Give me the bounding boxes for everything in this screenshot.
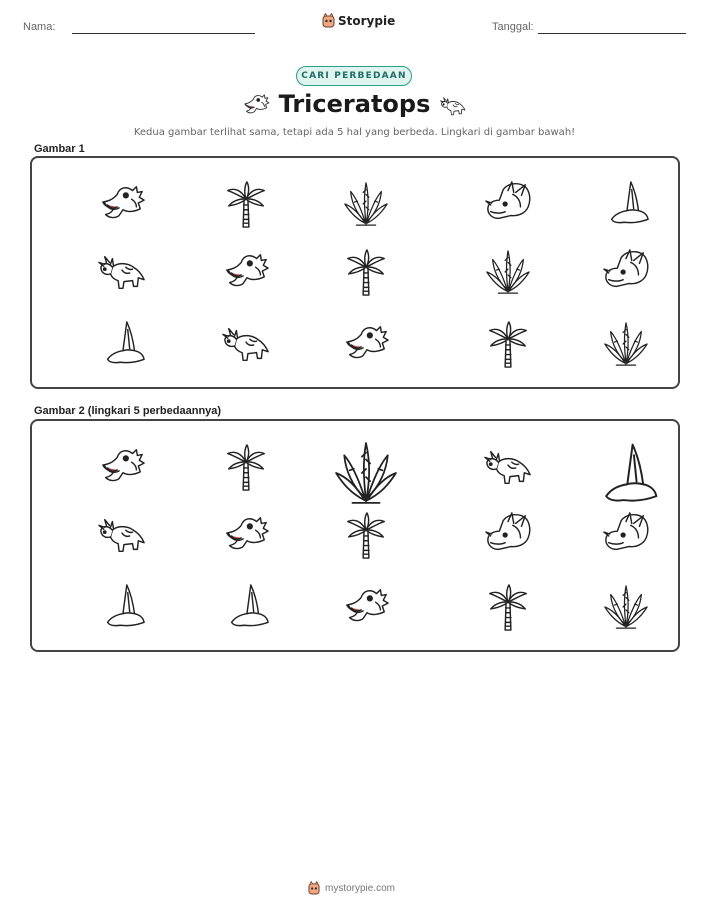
picture-2-panel[interactable] xyxy=(30,419,680,652)
bird-head-icon xyxy=(342,320,390,368)
triceratops-icon[interactable] xyxy=(98,511,146,559)
activity-badge: CARI PERBEDAAN xyxy=(296,66,412,86)
fern-bush-icon xyxy=(342,180,390,228)
palm-tree-icon xyxy=(222,180,270,228)
palm-tree-icon xyxy=(484,320,532,368)
palm-tree-icon[interactable] xyxy=(484,583,532,631)
horn-icon[interactable] xyxy=(98,583,146,631)
section-2-label: Gambar 2 (lingkari 5 perbedaannya) xyxy=(34,405,222,417)
bird-head-icon xyxy=(222,248,270,296)
triceratops-head-icon xyxy=(602,248,650,296)
triceratops-head-icon xyxy=(484,180,532,228)
triceratops-head-icon[interactable] xyxy=(484,511,532,559)
horn-icon xyxy=(98,320,146,368)
triceratops-icon[interactable] xyxy=(484,443,532,491)
footer xyxy=(308,881,395,895)
date-field[interactable] xyxy=(538,33,686,34)
footer-url: mystorypie.com xyxy=(325,882,396,894)
palm-tree-icon[interactable] xyxy=(222,443,270,491)
fern-bush-icon[interactable] xyxy=(602,583,650,631)
title-triceratops-icon xyxy=(437,93,469,119)
palm-tree-icon xyxy=(342,248,390,296)
storypie-mascot-icon xyxy=(308,881,320,895)
section-1-label: Gambar 1 xyxy=(34,143,85,155)
palm-tree-icon[interactable] xyxy=(342,511,390,559)
fern-bush-icon[interactable] xyxy=(332,439,400,507)
triceratops-icon xyxy=(222,320,270,368)
fern-bush-icon xyxy=(602,320,650,368)
horn-icon[interactable] xyxy=(593,442,659,508)
triceratops-icon xyxy=(98,248,146,296)
fern-bush-icon xyxy=(484,248,532,296)
page-title: Triceratops xyxy=(278,90,431,118)
triceratops-head-icon[interactable] xyxy=(602,511,650,559)
horn-icon[interactable] xyxy=(222,583,270,631)
bird-head-icon[interactable] xyxy=(222,511,270,559)
storypie-logo xyxy=(322,13,395,28)
storypie-mascot-icon xyxy=(322,13,335,28)
bird-head-icon[interactable] xyxy=(342,583,390,631)
name-field[interactable] xyxy=(72,33,255,34)
bird-head-icon xyxy=(98,180,146,228)
instructions: Kedua gambar terlihat sama, tetapi ada 5 hal yang berbeda. Lingkari di gambar bawah! xyxy=(133,127,576,138)
date-label: Tanggal: xyxy=(492,21,534,33)
name-label: Nama: xyxy=(23,21,56,33)
brand-name: Storypie xyxy=(338,13,396,28)
bird-head-icon[interactable] xyxy=(98,443,146,491)
horn-icon xyxy=(602,180,650,228)
picture-1-panel xyxy=(30,156,680,389)
